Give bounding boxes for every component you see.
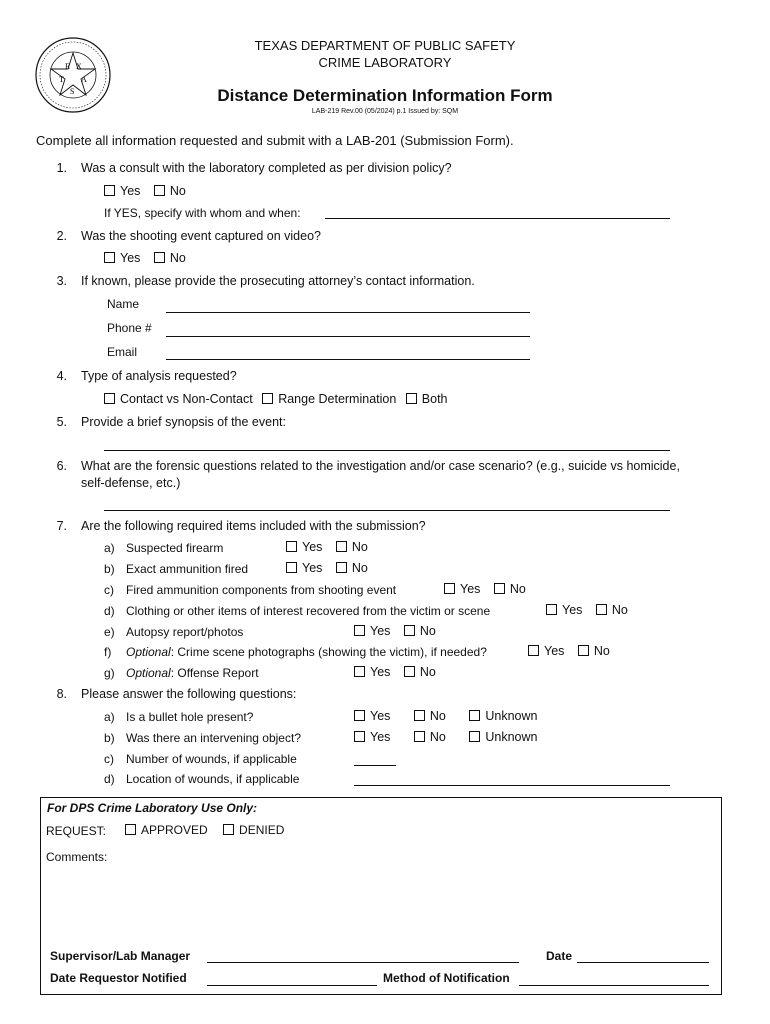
- q3-name-field[interactable]: [166, 312, 530, 313]
- q8b-no-option[interactable]: No: [414, 730, 446, 744]
- q1-no-checkbox[interactable]: [154, 185, 165, 196]
- q1-yes-option[interactable]: Yes: [104, 184, 140, 198]
- q8b-text: Was there an intervening object?: [126, 731, 301, 745]
- q7g-yes-checkbox[interactable]: [354, 666, 365, 677]
- q4-contact-option[interactable]: Contact vs Non-Contact: [104, 392, 253, 406]
- q8d-wound-location-field[interactable]: [354, 785, 670, 786]
- q7d-text: Clothing or other items of interest recovered from the victim or scene: [126, 604, 491, 618]
- q8b-no-checkbox[interactable]: [414, 731, 425, 742]
- q3-email-field[interactable]: [166, 359, 530, 360]
- seal-letter-x: X: [76, 62, 82, 71]
- q5-synopsis-field[interactable]: [104, 450, 670, 451]
- method-label: Method of Notification: [383, 971, 510, 985]
- q8b-yes-checkbox[interactable]: [354, 731, 365, 742]
- q8c-wound-count-field[interactable]: [354, 765, 396, 766]
- q7f-text: [126, 645, 487, 659]
- q6-text-line2: self-defense, etc.): [81, 476, 181, 490]
- date-notified-label: Date Requestor Notified: [50, 971, 187, 985]
- q7c-options: [444, 582, 536, 596]
- q1-no-option[interactable]: No: [154, 184, 186, 198]
- q3-number: 3.: [56, 274, 67, 288]
- q7-number: 7.: [56, 519, 67, 533]
- q2-text: Was the shooting event captured on video?: [81, 229, 321, 243]
- q7-text: Are the following required items included with the submission?: [81, 519, 426, 533]
- q8b-options: [354, 730, 547, 744]
- q7e-no-checkbox[interactable]: [404, 625, 415, 636]
- q7c-yes-option[interactable]: Yes: [444, 582, 480, 596]
- seal-letter-t: T: [59, 75, 64, 84]
- q7c-no-option[interactable]: No: [494, 582, 526, 596]
- q7f-yes-option[interactable]: Yes: [528, 644, 564, 658]
- q3-phone-field[interactable]: [166, 336, 530, 337]
- q7g-yes-option[interactable]: Yes: [354, 665, 390, 679]
- q2-no-option[interactable]: No: [154, 251, 186, 265]
- q7a-yes-option[interactable]: Yes: [286, 540, 322, 554]
- q7d-label: d): [104, 604, 115, 618]
- q4-number: 4.: [56, 369, 67, 383]
- q8a-yes-checkbox[interactable]: [354, 710, 365, 721]
- q6-number: 6.: [56, 459, 67, 473]
- q1-options: [104, 184, 196, 198]
- q7a-no-option[interactable]: No: [336, 540, 368, 554]
- q7e-label: e): [104, 625, 115, 639]
- q8d-text: Location of wounds, if applicable: [126, 772, 300, 786]
- q3-name-label: Name: [107, 297, 140, 311]
- q4-both-checkbox[interactable]: [406, 393, 417, 404]
- q7e-yes-checkbox[interactable]: [354, 625, 365, 636]
- q7g-options: [354, 665, 446, 679]
- date-label: Date: [546, 949, 573, 963]
- q8d-label: d): [104, 772, 115, 786]
- q7e-yes-option[interactable]: Yes: [354, 624, 390, 638]
- seal-letter-s: S: [70, 87, 75, 96]
- q4-contact-checkbox[interactable]: [104, 393, 115, 404]
- q7g-description: : Offense Report: [170, 666, 259, 680]
- q7b-options: [286, 561, 378, 575]
- q7g-no-option[interactable]: No: [404, 665, 436, 679]
- q7b-yes-checkbox[interactable]: [286, 562, 297, 573]
- q7a-yes-checkbox[interactable]: [286, 541, 297, 552]
- q7f-yes-checkbox[interactable]: [528, 645, 539, 656]
- q8c-text: Number of wounds, if applicable: [126, 752, 297, 766]
- q7f-description: : Crime scene photographs (showing the victim), if needed?: [170, 645, 487, 659]
- q2-yes-option[interactable]: Yes: [104, 251, 140, 265]
- form-title: Distance Determination Information Form: [217, 86, 553, 105]
- denied-option[interactable]: DENIED: [223, 823, 284, 837]
- q4-text: Type of analysis requested?: [81, 369, 237, 383]
- q7g-optional-label: Optional: [126, 666, 171, 680]
- q7b-label: b): [104, 562, 115, 576]
- q1-if-yes-label: If YES, specify with whom and when:: [104, 206, 301, 220]
- q1-if-yes-field[interactable]: [325, 218, 670, 219]
- q8a-no-checkbox[interactable]: [414, 710, 425, 721]
- q8b-unknown-option[interactable]: Unknown: [469, 730, 537, 744]
- q7d-yes-checkbox[interactable]: [546, 604, 557, 615]
- q7d-options: [546, 603, 638, 617]
- q7e-options: [354, 624, 446, 638]
- approved-option[interactable]: APPROVED: [125, 823, 208, 837]
- q1-text: Was a consult with the laboratory completed as per division policy?: [81, 161, 452, 175]
- q8b-label: b): [104, 731, 115, 745]
- q2-yes-checkbox[interactable]: [104, 252, 115, 263]
- form-meta: LAB-219 Rev.00 (05/2024) p.1 Issued by: SQM: [311, 108, 459, 115]
- q8a-unknown-option[interactable]: Unknown: [469, 709, 537, 723]
- q5-text: Provide a brief synopsis of the event:: [81, 415, 286, 429]
- q7e-no-option[interactable]: No: [404, 624, 436, 638]
- supervisor-field[interactable]: [207, 962, 519, 963]
- q6-text-line1: What are the forensic questions related to the investigation and/or case scenario? (e.g., suicide vs homicide,: [81, 459, 680, 473]
- q7g-text: [126, 666, 259, 680]
- q2-number: 2.: [56, 229, 67, 243]
- request-label: REQUEST:: [46, 824, 107, 838]
- q7b-text: Exact ammunition fired: [126, 562, 249, 576]
- q7c-label: c): [104, 583, 114, 597]
- q7a-text: Suspected firearm: [126, 541, 224, 555]
- division-name: CRIME LABORATORY: [318, 55, 452, 70]
- q8a-label: a): [104, 710, 115, 724]
- request-options: [125, 823, 294, 837]
- q8-text: Please answer the following questions:: [81, 687, 297, 701]
- q7g-no-checkbox[interactable]: [404, 666, 415, 677]
- q8b-yes-option[interactable]: Yes: [354, 730, 390, 744]
- q7b-yes-option[interactable]: Yes: [286, 561, 322, 575]
- q7d-no-checkbox[interactable]: [596, 604, 607, 615]
- q7e-text: Autopsy report/photos: [126, 625, 244, 639]
- q7a-label: a): [104, 541, 115, 555]
- q8c-label: c): [104, 752, 114, 766]
- q7c-text: Fired ammunition components from shooting event: [126, 583, 397, 597]
- q7a-no-checkbox[interactable]: [336, 541, 347, 552]
- q7f-optional-label: Optional: [126, 645, 171, 659]
- q6-answer-field[interactable]: [104, 510, 670, 511]
- q7f-label: f): [104, 645, 112, 659]
- comments-label: Comments:: [46, 850, 108, 864]
- q7c-no-checkbox[interactable]: [494, 583, 505, 594]
- q8b-unknown-checkbox[interactable]: [469, 731, 480, 742]
- q7f-no-option[interactable]: No: [578, 644, 610, 658]
- date-field[interactable]: [577, 962, 709, 963]
- q7f-options: [528, 644, 620, 658]
- q1-yes-checkbox[interactable]: [104, 185, 115, 196]
- approved-checkbox[interactable]: [125, 824, 136, 835]
- q7f-no-checkbox[interactable]: [578, 645, 589, 656]
- q7d-no-option[interactable]: No: [596, 603, 628, 617]
- q8a-text: Is a bullet hole present?: [126, 710, 254, 724]
- date-notified-field[interactable]: [207, 985, 377, 986]
- q8a-yes-option[interactable]: Yes: [354, 709, 390, 723]
- q4-both-option[interactable]: Both: [406, 392, 448, 406]
- q8-number: 8.: [56, 687, 67, 701]
- q5-number: 5.: [56, 415, 67, 429]
- q2-options: [104, 251, 196, 265]
- q1-number: 1.: [56, 161, 67, 175]
- method-field[interactable]: [519, 985, 709, 986]
- q7g-label: g): [104, 666, 115, 680]
- seal-letter-e: E: [65, 62, 70, 71]
- q4-options: [104, 392, 458, 406]
- q3-email-label: Email: [107, 345, 138, 359]
- intro-text: Complete all information requested and submit with a LAB-201 (Submission Form).: [36, 133, 514, 148]
- q3-text: If known, please provide the prosecuting attorney’s contact information.: [81, 274, 475, 288]
- q7a-options: [286, 540, 378, 554]
- lab-use-section: [40, 797, 722, 995]
- denied-checkbox[interactable]: [223, 824, 234, 835]
- q7c-yes-checkbox[interactable]: [444, 583, 455, 594]
- seal-letter-a: A: [81, 75, 87, 84]
- q7d-yes-option[interactable]: Yes: [546, 603, 582, 617]
- q8a-options: [354, 709, 547, 723]
- q7b-no-option[interactable]: No: [336, 561, 368, 575]
- agency-name: TEXAS DEPARTMENT OF PUBLIC SAFETY: [254, 38, 516, 53]
- q4-range-option[interactable]: Range Determination: [262, 392, 396, 406]
- q8a-unknown-checkbox[interactable]: [469, 710, 480, 721]
- q2-no-checkbox[interactable]: [154, 252, 165, 263]
- lab-use-heading: For DPS Crime Laboratory Use Only:: [47, 801, 258, 815]
- q8a-no-option[interactable]: No: [414, 709, 446, 723]
- supervisor-label: Supervisor/Lab Manager: [50, 949, 191, 963]
- q7b-no-checkbox[interactable]: [336, 562, 347, 573]
- q3-phone-label: Phone #: [107, 321, 152, 335]
- q4-range-checkbox[interactable]: [262, 393, 273, 404]
